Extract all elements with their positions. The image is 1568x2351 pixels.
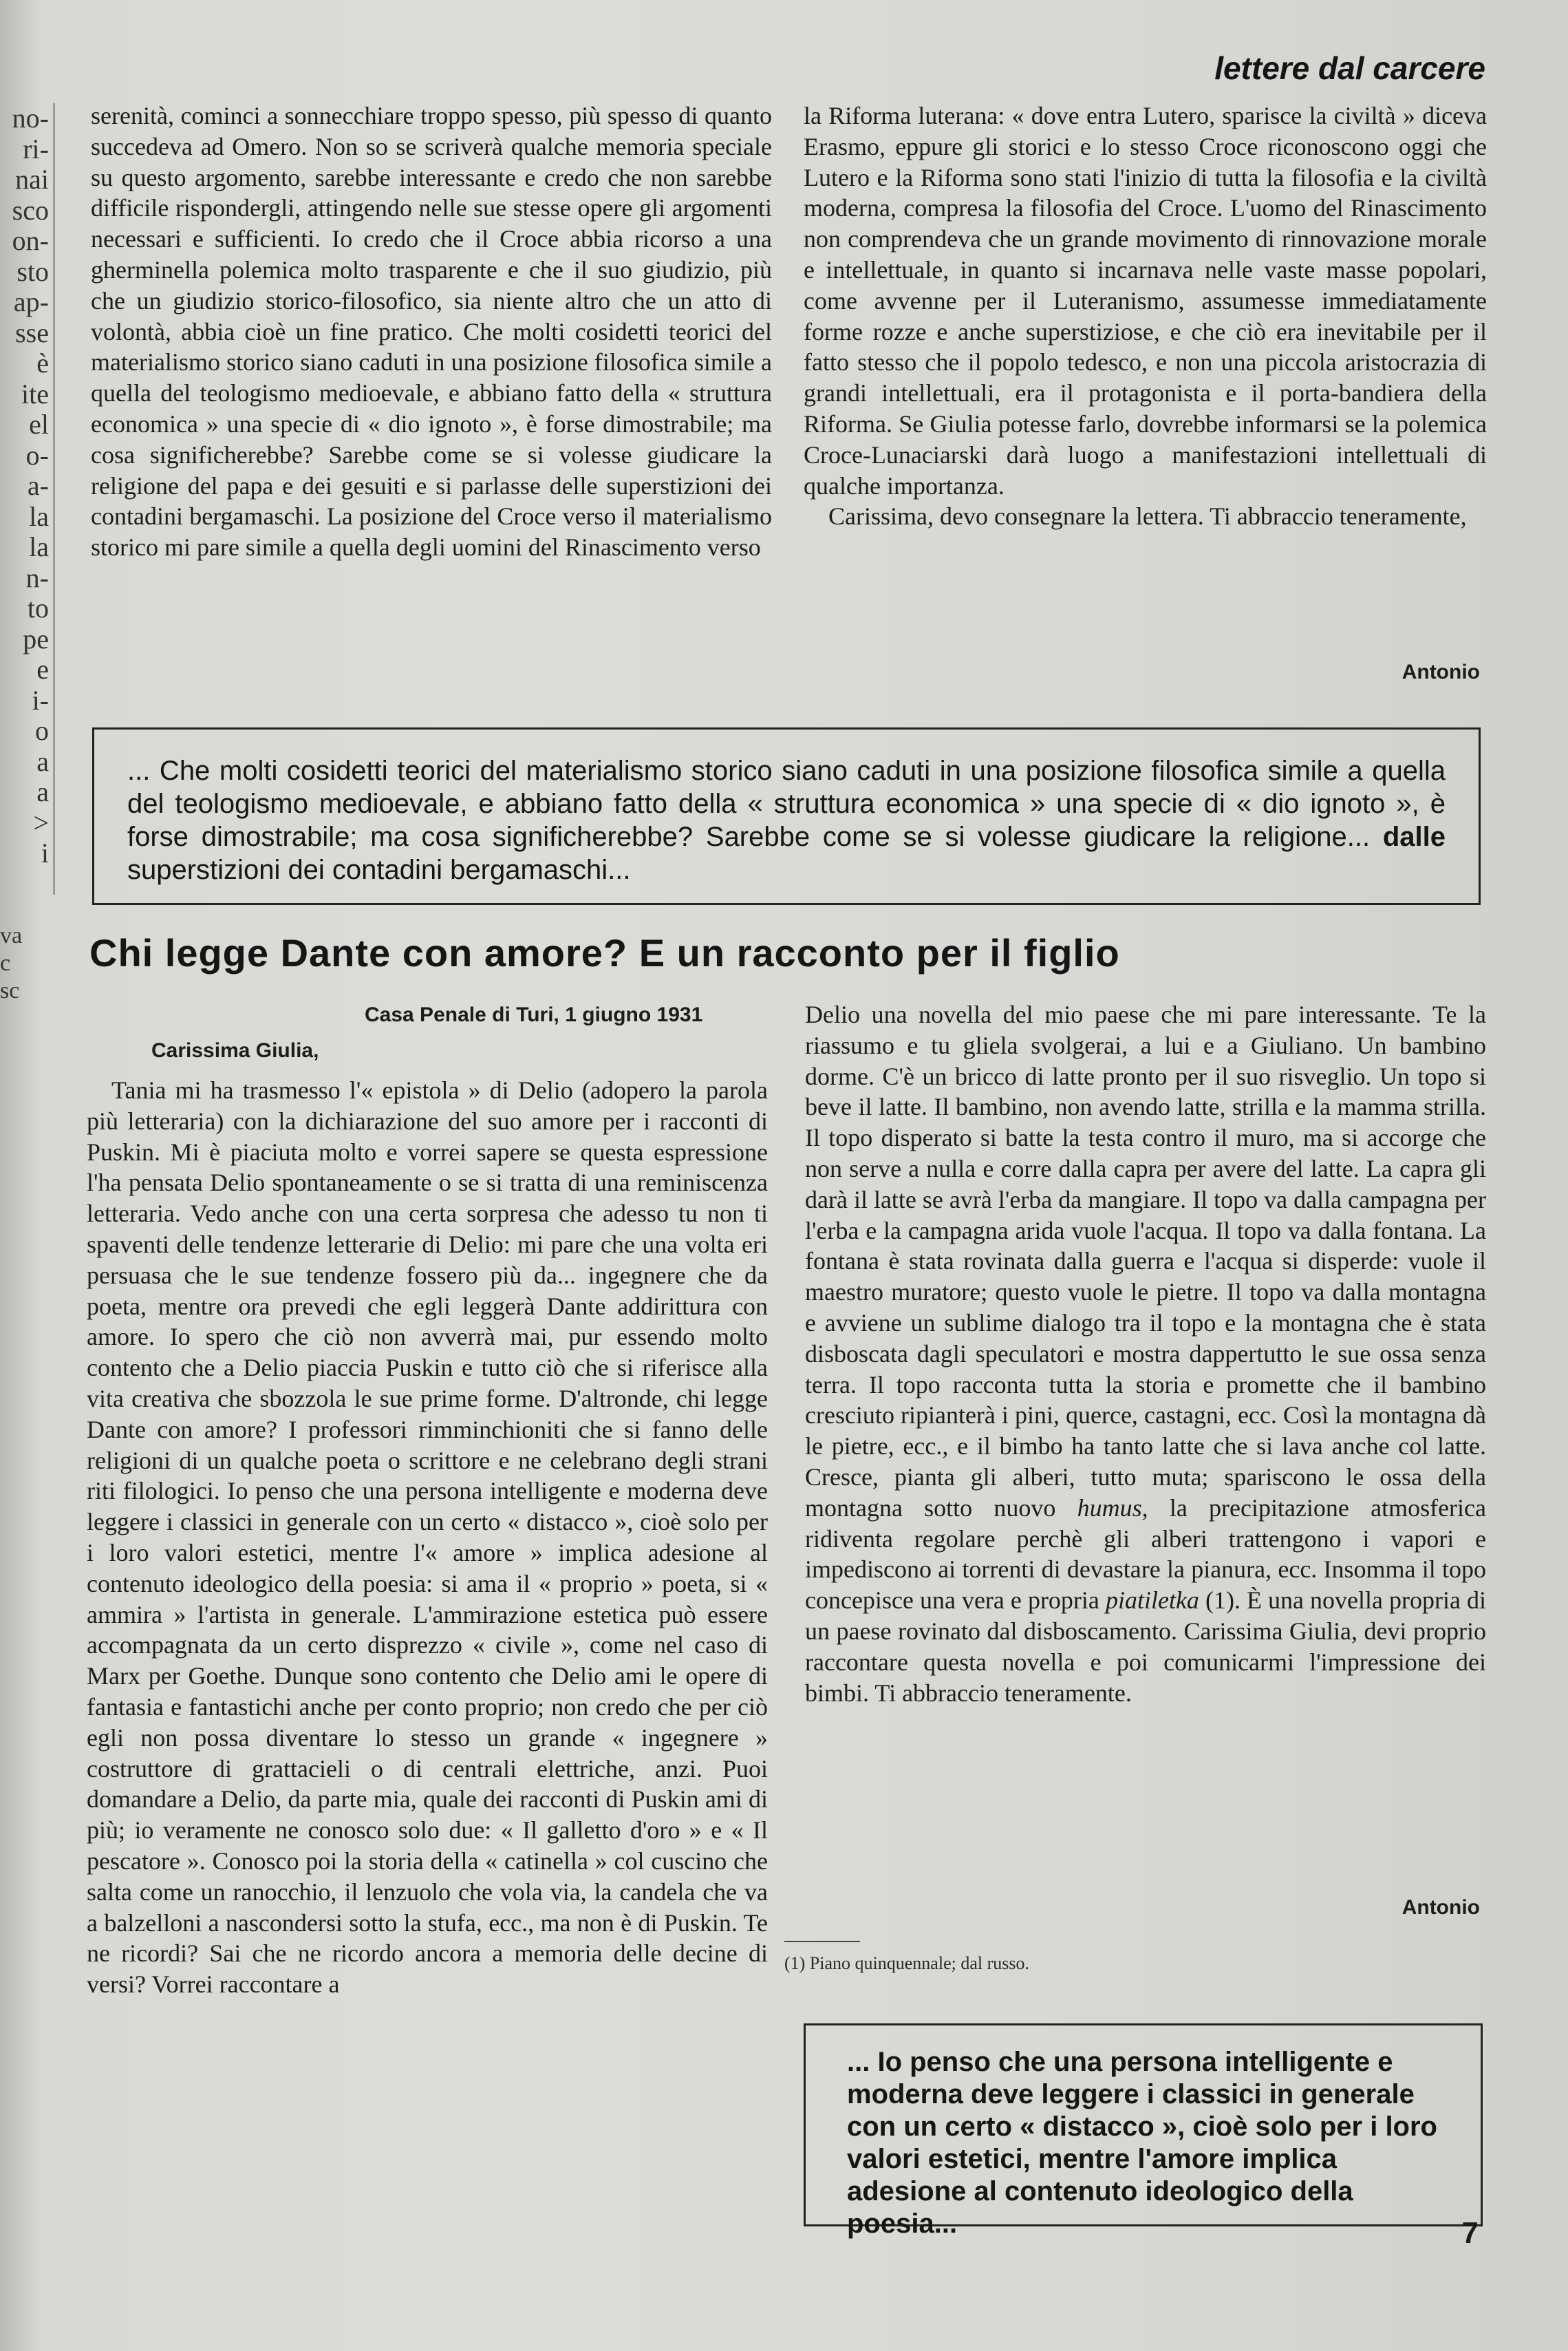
previous-page-margin-text: [0, 103, 55, 895]
pull-quote-top: [92, 727, 1481, 905]
footnote-rule: [784, 1941, 860, 1942]
margin-fragment: nai: [15, 164, 49, 195]
letter2-dateline: Casa Penale di Turi, 1 giugno 1931: [365, 1003, 703, 1026]
letter1-signature: Antonio: [1401, 661, 1480, 683]
margin-fragment: ite: [21, 379, 49, 409]
margin-fragment: o-: [25, 440, 49, 471]
margin-fragment: to: [27, 593, 49, 624]
margin-fragment: i: [41, 838, 49, 869]
page-number: 7: [1461, 2216, 1479, 2250]
letter2-text: la precipitazione atmosferica ridiventa regolare perchè gli alberi trattengono i vapori e impediscono ai torrenti di devastare la pianura, ecc. Insomma il topo concepisce una vera e propria: [805, 1493, 1486, 1615]
margin-fragment: sco: [12, 195, 49, 226]
letter2-italic-term: piatiletka: [1105, 1586, 1199, 1615]
letter2-paragraph: Tania mi ha trasmesso l'« epistola » di Delio (adopero la parola più letteraria) con la dichiarazione del suo amore per i racconti di Puskin. Mi è piaciuta molto e vorrei sapere se questa espressione l'ha pensata Delio spontaneamente o se si tratta di una reminiscenza letteraria. Vedo anche con una certa sorpresa che adesso tu non ti spaventi delle tendenze letterarie di Delio: mi pare che una volta eri persuasa che le sue tendenze fossero più da... ingegnere che da poeta, mentre ora prevedi che egli leggerà Dante addirittura con amore. Io spero che ciò non avverrà mai, pur essendo molto contento che a Delio piaccia Puskin e tutto ciò che si riferisce alla vita creativa che sbozzola le sue prime forme. D'altronde, chi legge Dante con amore? I professori rimminchioniti che si fanno delle religioni di un qualche poeta o scrittore e ne celebrano degli strani riti filologici. Io penso che una persona intelligente e moderna deve leggere i classici in generale con un certo « distacco », cioè solo per i loro valori estetici, mentre l'« amore » implica adesione al contenuto ideologico della poesia: si ama il « proprio » poeta, si « ammira » l'artista in generale. L'ammirazione estetica può essere accompagnata da un certo disprezzo « civile », come nel caso di Marx per Goethe. Dunque sono contento che Delio ami le opere di fantasia e fantastichi anche per conto proprio; non credo che per ciò egli non possa diventare lo stesso un grande « ingegnere » costruttore di grattacieli o di centrali elettriche, anzi. Puoi domandare a Delio, da parte mia, quale dei racconti di Puskin ami di più; io veramente ne conosco solo due: « Il galletto d'oro » e « Il pescatore ». Conosco poi la storia della « catinella » col cuscino che salta come un ranocchio, il lenzuolo che vola via, la candela che va a balzelloni a nascondersi sotto la stufa, ecc., ma non è di Puskin. Te ne ricordi? Sai che ne ricordo ancora a memoria delle decine di versi? Vorrei raccontare a: [87, 1076, 768, 1999]
margin-fragment: on-: [12, 226, 49, 256]
pull-quote-text: ... Che molti cosidetti teorici del materialismo storico siano caduti in una posizione filosofica simile a quella del teologismo medioevale, e abbiano fatto della « struttura economica » una specie di « dio ignoto », è forse dimostrabile; ma cosa significherebbe? Sarebbe come se si volesse giudicare la religione...: [127, 756, 1446, 852]
letter2-salutation: Carissima Giulia,: [151, 1039, 319, 1062]
margin-fragment: n-: [25, 562, 49, 593]
pull-quote-bottom: ... Io penso che una persona intelligente e moderna deve leggere i classici in generale con un certo « distacco », cioè solo per i loro valori estetici, mentre l'amore implica adesione al contenuto ideologico della poesia...: [804, 2023, 1483, 2226]
margin-fragment: a-: [27, 471, 49, 501]
letter1-closing: Carissima, devo consegnare la lettera. Ti abbraccio teneramente,: [828, 502, 1467, 531]
margin-fragment: a: [36, 777, 49, 807]
letter2-italic-term: humus,: [1077, 1493, 1148, 1522]
letter2-column-right: [805, 999, 1486, 1708]
letter2-text: Delio una novella del mio paese che mi pare interessante. Te la riassumo e tu gliela svolgerai, a lui e a Giuliano. Un bambino dorme. C'è un bricco di latte pronto per il suo risveglio. Un topo si beve il latte. Il bambino, non avendo latte, strilla e la mamma strilla. Il topo disperato si batte la testa contro il muro, ma si accorge che non serve a nulla e corre dalla capra per avere del latte. La capra gli darà il latte se avrà l'erba da mangiare. Il topo va dalla campagna per l'erba e la campagna arida vuole l'acqua. Il topo va dalla fontana. La fontana è stata rovinata dalla guerra e l'acqua si disperde: vuole il maestro muratore; questo vuole le pietre. Il topo va dalla montagna e avviene un sublime dialogo tra il topo e la montagna che è stata disboscata dagli speculatori e mostra dappertutto le sue ossa senza terra. Il topo racconta tutta la storia e promette che il bambino cresciuto ripianterà i pini, querce, castagni, ecc. Così la montagna dà le pietre, ecc., e il bimbo ha tanto latte che si lava anche col latte. Cresce, pianta gli alberi, tutto muta; spariscono le ossa della montagna sotto nuovo: [805, 1001, 1486, 1522]
section-header: lettere dal carcere: [1214, 50, 1485, 86]
footnote: (1) Piano quinquennale; dal russo.: [784, 1953, 1029, 1973]
letter2-column-left: [87, 1075, 768, 2000]
previous-page-margin-text-lower: [0, 922, 41, 1087]
article-title: Chi legge Dante con amore? E un racconto per il figlio: [89, 931, 1120, 975]
pull-quote-text-tail: superstizioni dei contadini bergamaschi...: [127, 855, 631, 885]
letter1-paragraph: la Riforma luterana: « dove entra Lutero, sparisce la civiltà » diceva Erasmo, eppure gli storici e lo stesso Croce riconoscono oggi che Lutero e la Riforma sono stati l'inizio di tutta la filosofia e la civiltà moderna, compresa la filosofia del Croce. L'uomo del Rinascimento non comprendeva che un grande movimento di rinnovazione morale e intellettuale, in quanto si incarnava nelle vaste masse popolari, come avvenne per il Luteranismo, assumesse immediatamente forme rozze e anche superstiziose, e che ciò era inevitabile per il fatto stesso che il popolo tedesco, e non una piccola aristocrazia di grandi intellettuali, era il protagonista e il porta-bandiera della Riforma. Se Giulia potesse farlo, dovrebbe informarsi se la polemica Croce-Lunaciarski darà luogo a manifestazioni intellettuali di qualche importanza.: [804, 102, 1487, 500]
margin-fragment: sse: [15, 317, 49, 348]
margin-fragment: no-: [12, 103, 49, 134]
margin-fragment: va: [0, 923, 23, 948]
margin-fragment: o: [35, 716, 49, 746]
margin-fragment: la: [29, 532, 49, 562]
margin-fragment: c: [0, 950, 11, 976]
letter1-paragraph: serenità, cominci a sonnecchiare troppo spesso, più spesso di quanto succedeva ad Omero. Non so se scriverà qualche memoria speciale su questo argomento, sarebbe interessante e credo che non sarebbe difficile rispondergli, attingendo nelle sue stesse opere gli argomenti necessari e sufficienti. Io credo che il Croce abbia ricorso a una gherminella polemica molto trasparente e che il suo giudizio, più che un giudizio storico-filosofico, sia niente altro che un atto di volontà, abbia cioè un fine pratico. Che molti cosidetti teorici del materialismo storico siano caduti in una posizione filosofica simile a quella del teologismo medioevale, e abbiano fatto della « struttura economica » una specie di « dio ignoto », è forse dimostrabile; ma cosa significherebbe? Sarebbe come se si volesse giudicare la religione del papa e dei gesuiti e si parlasse delle superstizioni dei contadini bergamaschi. La posizione del Croce verso il materialismo storico mi pare simile a quella degli uomini del Rinascimento verso: [91, 102, 772, 562]
margin-fragment: a: [36, 746, 49, 777]
letter1-column-right: [804, 100, 1487, 532]
letter2-paragraph: [805, 999, 1486, 1708]
margin-fragment: >: [33, 807, 49, 838]
margin-fragment: sto: [17, 256, 49, 287]
margin-fragment: i-: [32, 685, 49, 716]
margin-fragment: e: [36, 655, 49, 685]
margin-fragment: la: [29, 501, 49, 532]
letter2-signature: Antonio: [1401, 1896, 1480, 1919]
margin-fragment: sc: [0, 978, 20, 1003]
letter1-column-left: [91, 100, 772, 563]
letter2-text: (1). È una novella propria di un paese rovinato dal disboscamento. Carissima Giulia, devi proprio raccontare questa novella e poi comunicarmi l'impressione dei bimbi. Ti abbraccio teneramente.: [805, 1586, 1487, 1707]
margin-fragment: ap-: [13, 287, 49, 317]
margin-fragment: el: [29, 409, 49, 440]
margin-fragment: pe: [23, 624, 49, 655]
pull-quote-bold-word: dalle: [1382, 822, 1446, 852]
margin-fragment: ri-: [23, 134, 49, 164]
margin-fragment: è: [36, 348, 49, 379]
